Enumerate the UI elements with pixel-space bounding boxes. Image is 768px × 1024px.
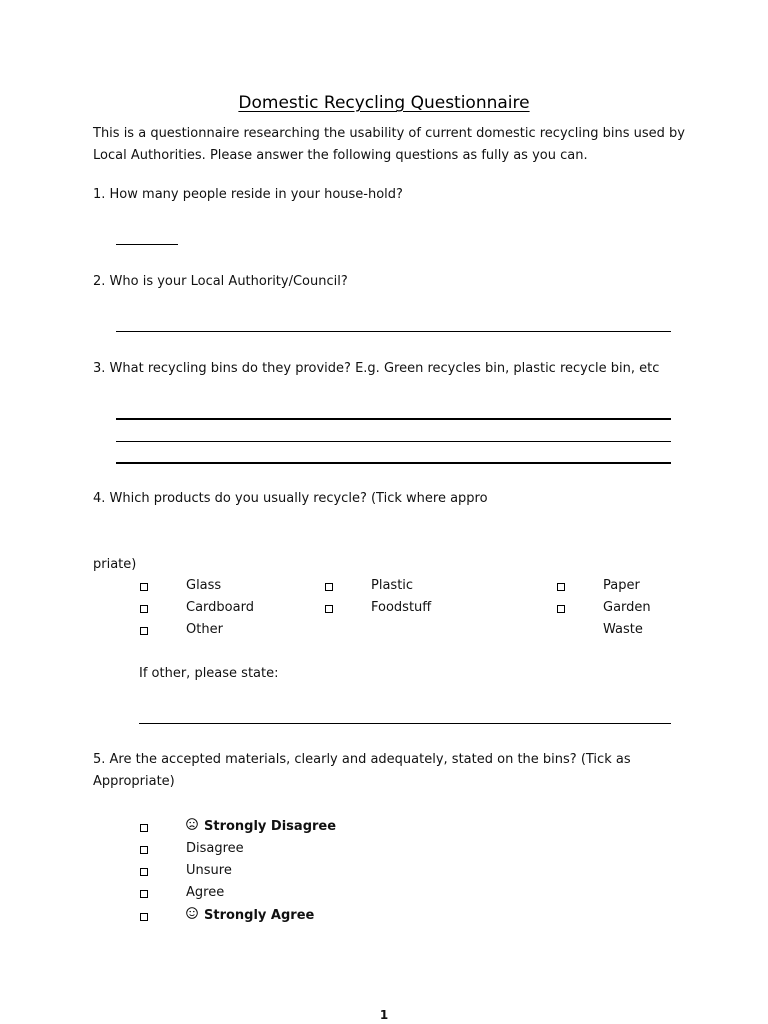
option-label-plastic: Plastic (371, 578, 414, 593)
question-5: 5. Are the accepted materials, clearly and adequately, stated on the bins? (Tick as (93, 752, 631, 767)
answer-line-q3-1[interactable] (116, 418, 671, 420)
page-number: 1 (379, 1008, 389, 1022)
option-label-paper: Paper (603, 578, 640, 593)
page-title: Domestic Recycling Questionnaire (238, 93, 530, 113)
option-label-foodstuff: Foodstuff (371, 600, 432, 615)
checkbox-strongly-disagree[interactable] (140, 824, 148, 832)
question-1: 1. How many people reside in your house-hold? (93, 187, 403, 202)
question-5-continued: Appropriate) (93, 774, 175, 789)
checkbox-agree[interactable] (140, 890, 148, 898)
checkbox-paper[interactable] (557, 583, 565, 591)
answer-line-q3-3[interactable] (116, 462, 671, 464)
option-label-strongly-disagree: Strongly Disagree (204, 819, 337, 834)
checkbox-cardboard[interactable] (140, 605, 148, 613)
option-label-disagree: Disagree (186, 841, 244, 856)
option-label-cardboard: Cardboard (186, 600, 254, 615)
question-3: 3. What recycling bins do they provide? E.g. Green recycles bin, plastic recycle bin, etc (93, 361, 660, 376)
checkbox-garden-waste[interactable] (557, 605, 565, 613)
question-2: 2. Who is your Local Authority/Council? (93, 274, 348, 289)
answer-line-q2[interactable] (116, 331, 671, 332)
sad-face-icon (186, 818, 198, 830)
checkbox-plastic[interactable] (325, 583, 333, 591)
question-4-continued: priate) (93, 557, 137, 572)
option-label-glass: Glass (186, 578, 222, 593)
option-label-agree: Agree (186, 885, 225, 900)
checkbox-other[interactable] (140, 627, 148, 635)
checkbox-foodstuff[interactable] (325, 605, 333, 613)
answer-line-other[interactable] (139, 723, 671, 724)
intro-paragraph: This is a questionnaire researching the usability of current domestic recycling bins used by Local Authorities. Please answer the following questions as fully as you can. (93, 126, 685, 163)
question-4: 4. Which products do you usually recycle? (Tick where appro (93, 491, 488, 506)
option-label-other: Other (186, 622, 223, 637)
checkbox-strongly-agree[interactable] (140, 913, 148, 921)
checkbox-glass[interactable] (140, 583, 148, 591)
checkbox-unsure[interactable] (140, 868, 148, 876)
option-label-waste: Waste (603, 622, 643, 637)
answer-line-q3-2[interactable] (116, 441, 671, 442)
checkbox-disagree[interactable] (140, 846, 148, 854)
smiley-face-icon (186, 907, 198, 919)
other-prompt: If other, please state: (139, 666, 279, 681)
answer-line-q1[interactable] (116, 244, 178, 245)
option-label-garden: Garden (603, 600, 651, 615)
option-label-strongly-agree: Strongly Agree (204, 908, 315, 923)
option-label-unsure: Unsure (186, 863, 232, 878)
